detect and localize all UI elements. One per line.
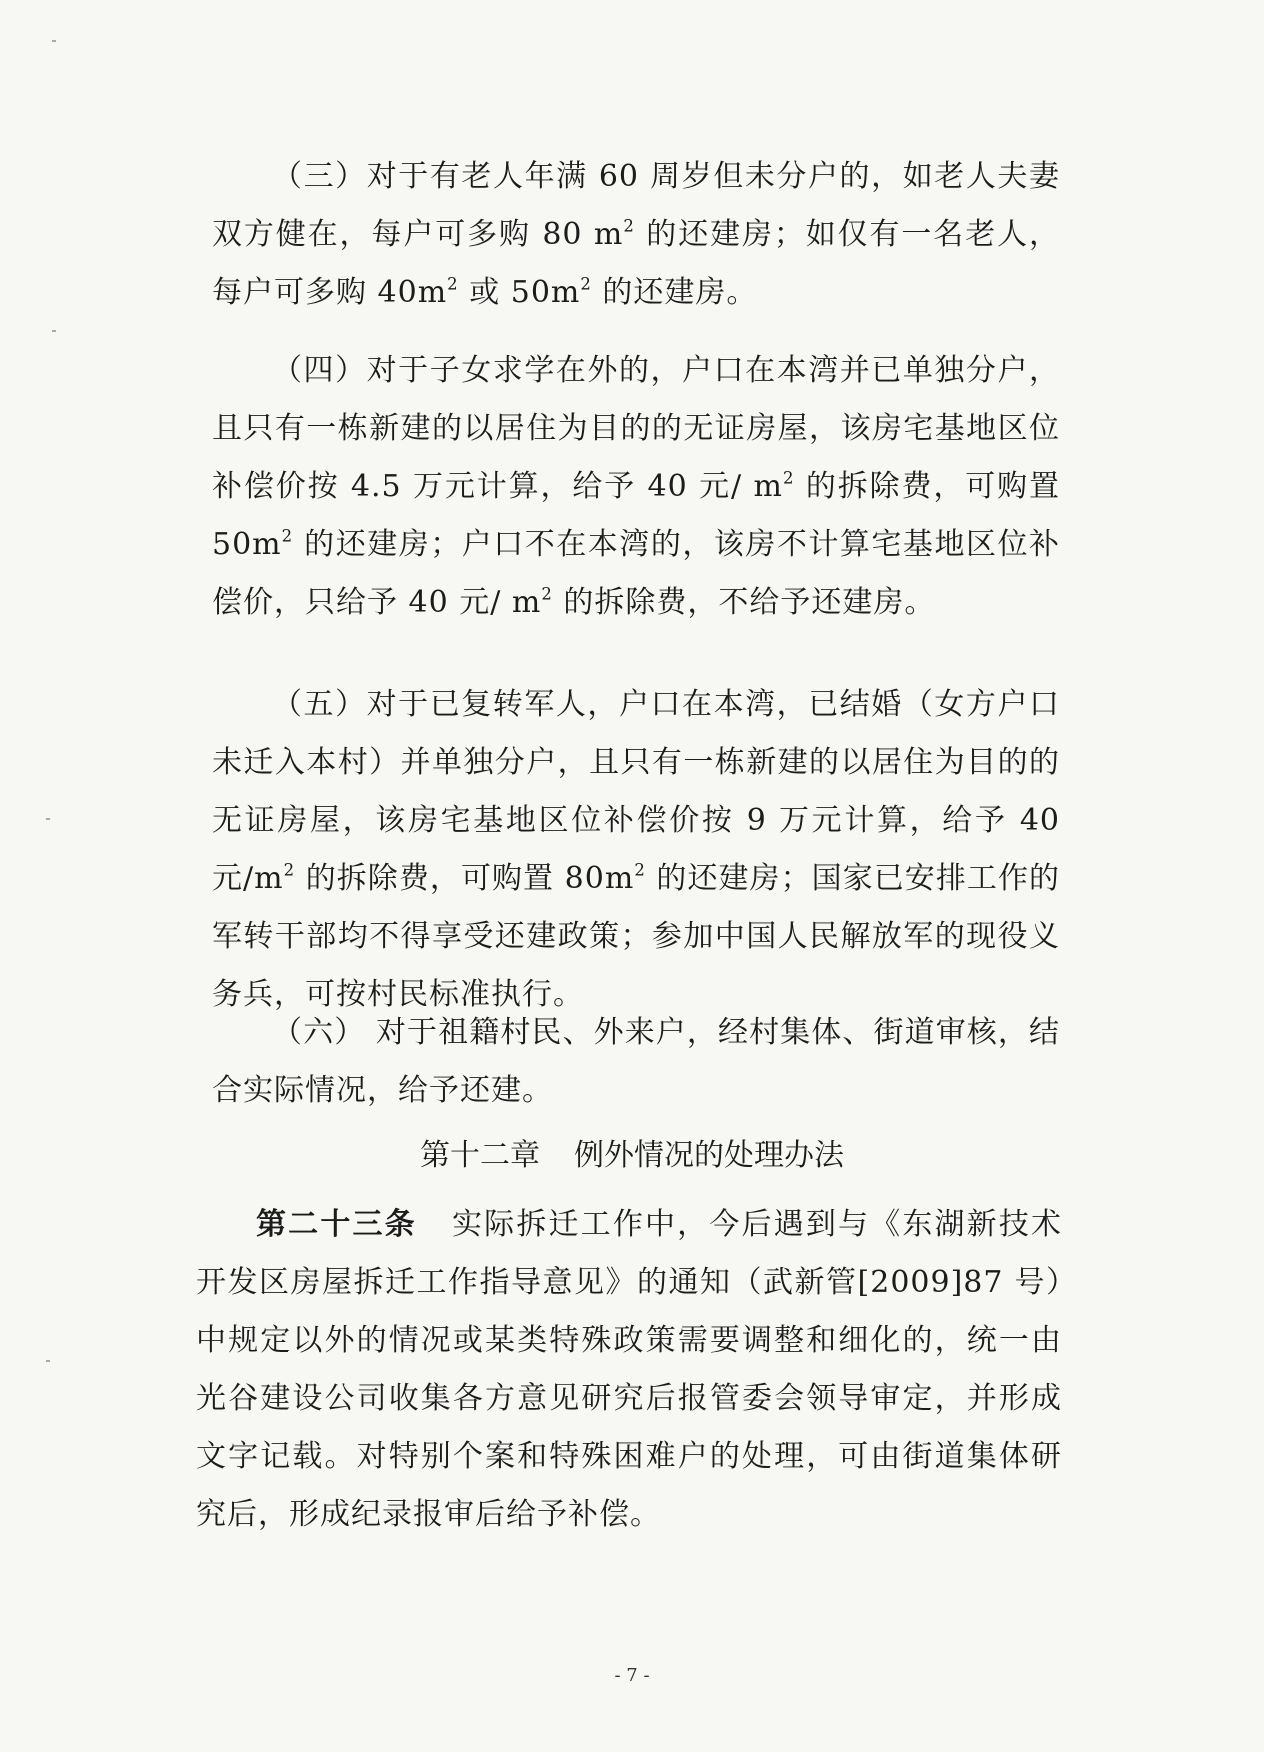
article-text: 实际拆迁工作中，今后遇到与《东湖新技术开发区房屋拆迁工作指导意见》的通知（武新管[2009]87 号）中规定以外的情况或某类特殊政策需要调整和细化的，统一由光谷建设公司收集各方意见研究后报管委会领导审定，并形成文字记载。对特别个案和特殊困难户的处理，可由街道集体研究后，形成纪录报审后给予补偿。 bbox=[196, 1207, 1063, 1532]
chapter-number: 第十二章 bbox=[420, 1138, 540, 1173]
paragraph-6: （六） 对于祖籍村民、外来户，经村集体、街道审核，结合实际情况，给予还建。 bbox=[212, 1015, 1060, 1108]
scan-speck bbox=[52, 40, 56, 42]
scan-speck bbox=[46, 1360, 50, 1362]
page-number: - 7 - bbox=[614, 1665, 650, 1686]
paragraph-3: （三）对于有老人年满 60 周岁但未分户的，如老人夫妻双方健在，每户可多购 80 $m^2$ 的还建房；如仅有一名老人，每户可多购 $40m^2$ 或 $50m^2$ 的还建房。 bbox=[212, 159, 1060, 310]
scan-speck bbox=[46, 818, 50, 820]
paragraph-5: （五）对于已复转军人，户口在本湾，已结婚（女方户口未迁入本村）并单独分户，且只有一栋新建的以居住为目的的无证房屋，该房宅基地区位补偿价按 9 万元计算，给予 40 元$/m^2$ 的拆除费，可购置 $80m^2$ 的还建房；国家已安排工作的军转干部均不得享受还建政策；参加中国人民解放军的现役义务兵，可按村民标准执行。 bbox=[212, 687, 1060, 1012]
article-label: 第二十三条 bbox=[256, 1207, 417, 1242]
article-23 bbox=[196, 1196, 1062, 1544]
scan-speck bbox=[52, 330, 56, 332]
chapter-heading bbox=[0, 1136, 1264, 1176]
chapter-title: 例外情况的处理办法 bbox=[574, 1138, 844, 1173]
paragraph-4: （四）对于子女求学在外的，户口在本湾并已单独分户，且只有一栋新建的以居住为目的的无证房屋，该房宅基地区位补偿价按 4.5 万元计算，给予 40 元/ $m^2$ 的拆除费，可购置 $50m^2$ 的还建房；户口不在本湾的，该房不计算宅基地区位补偿价，只给予 40 元/ $m^2$ 的拆除费，不给予还建房。 bbox=[212, 353, 1060, 620]
